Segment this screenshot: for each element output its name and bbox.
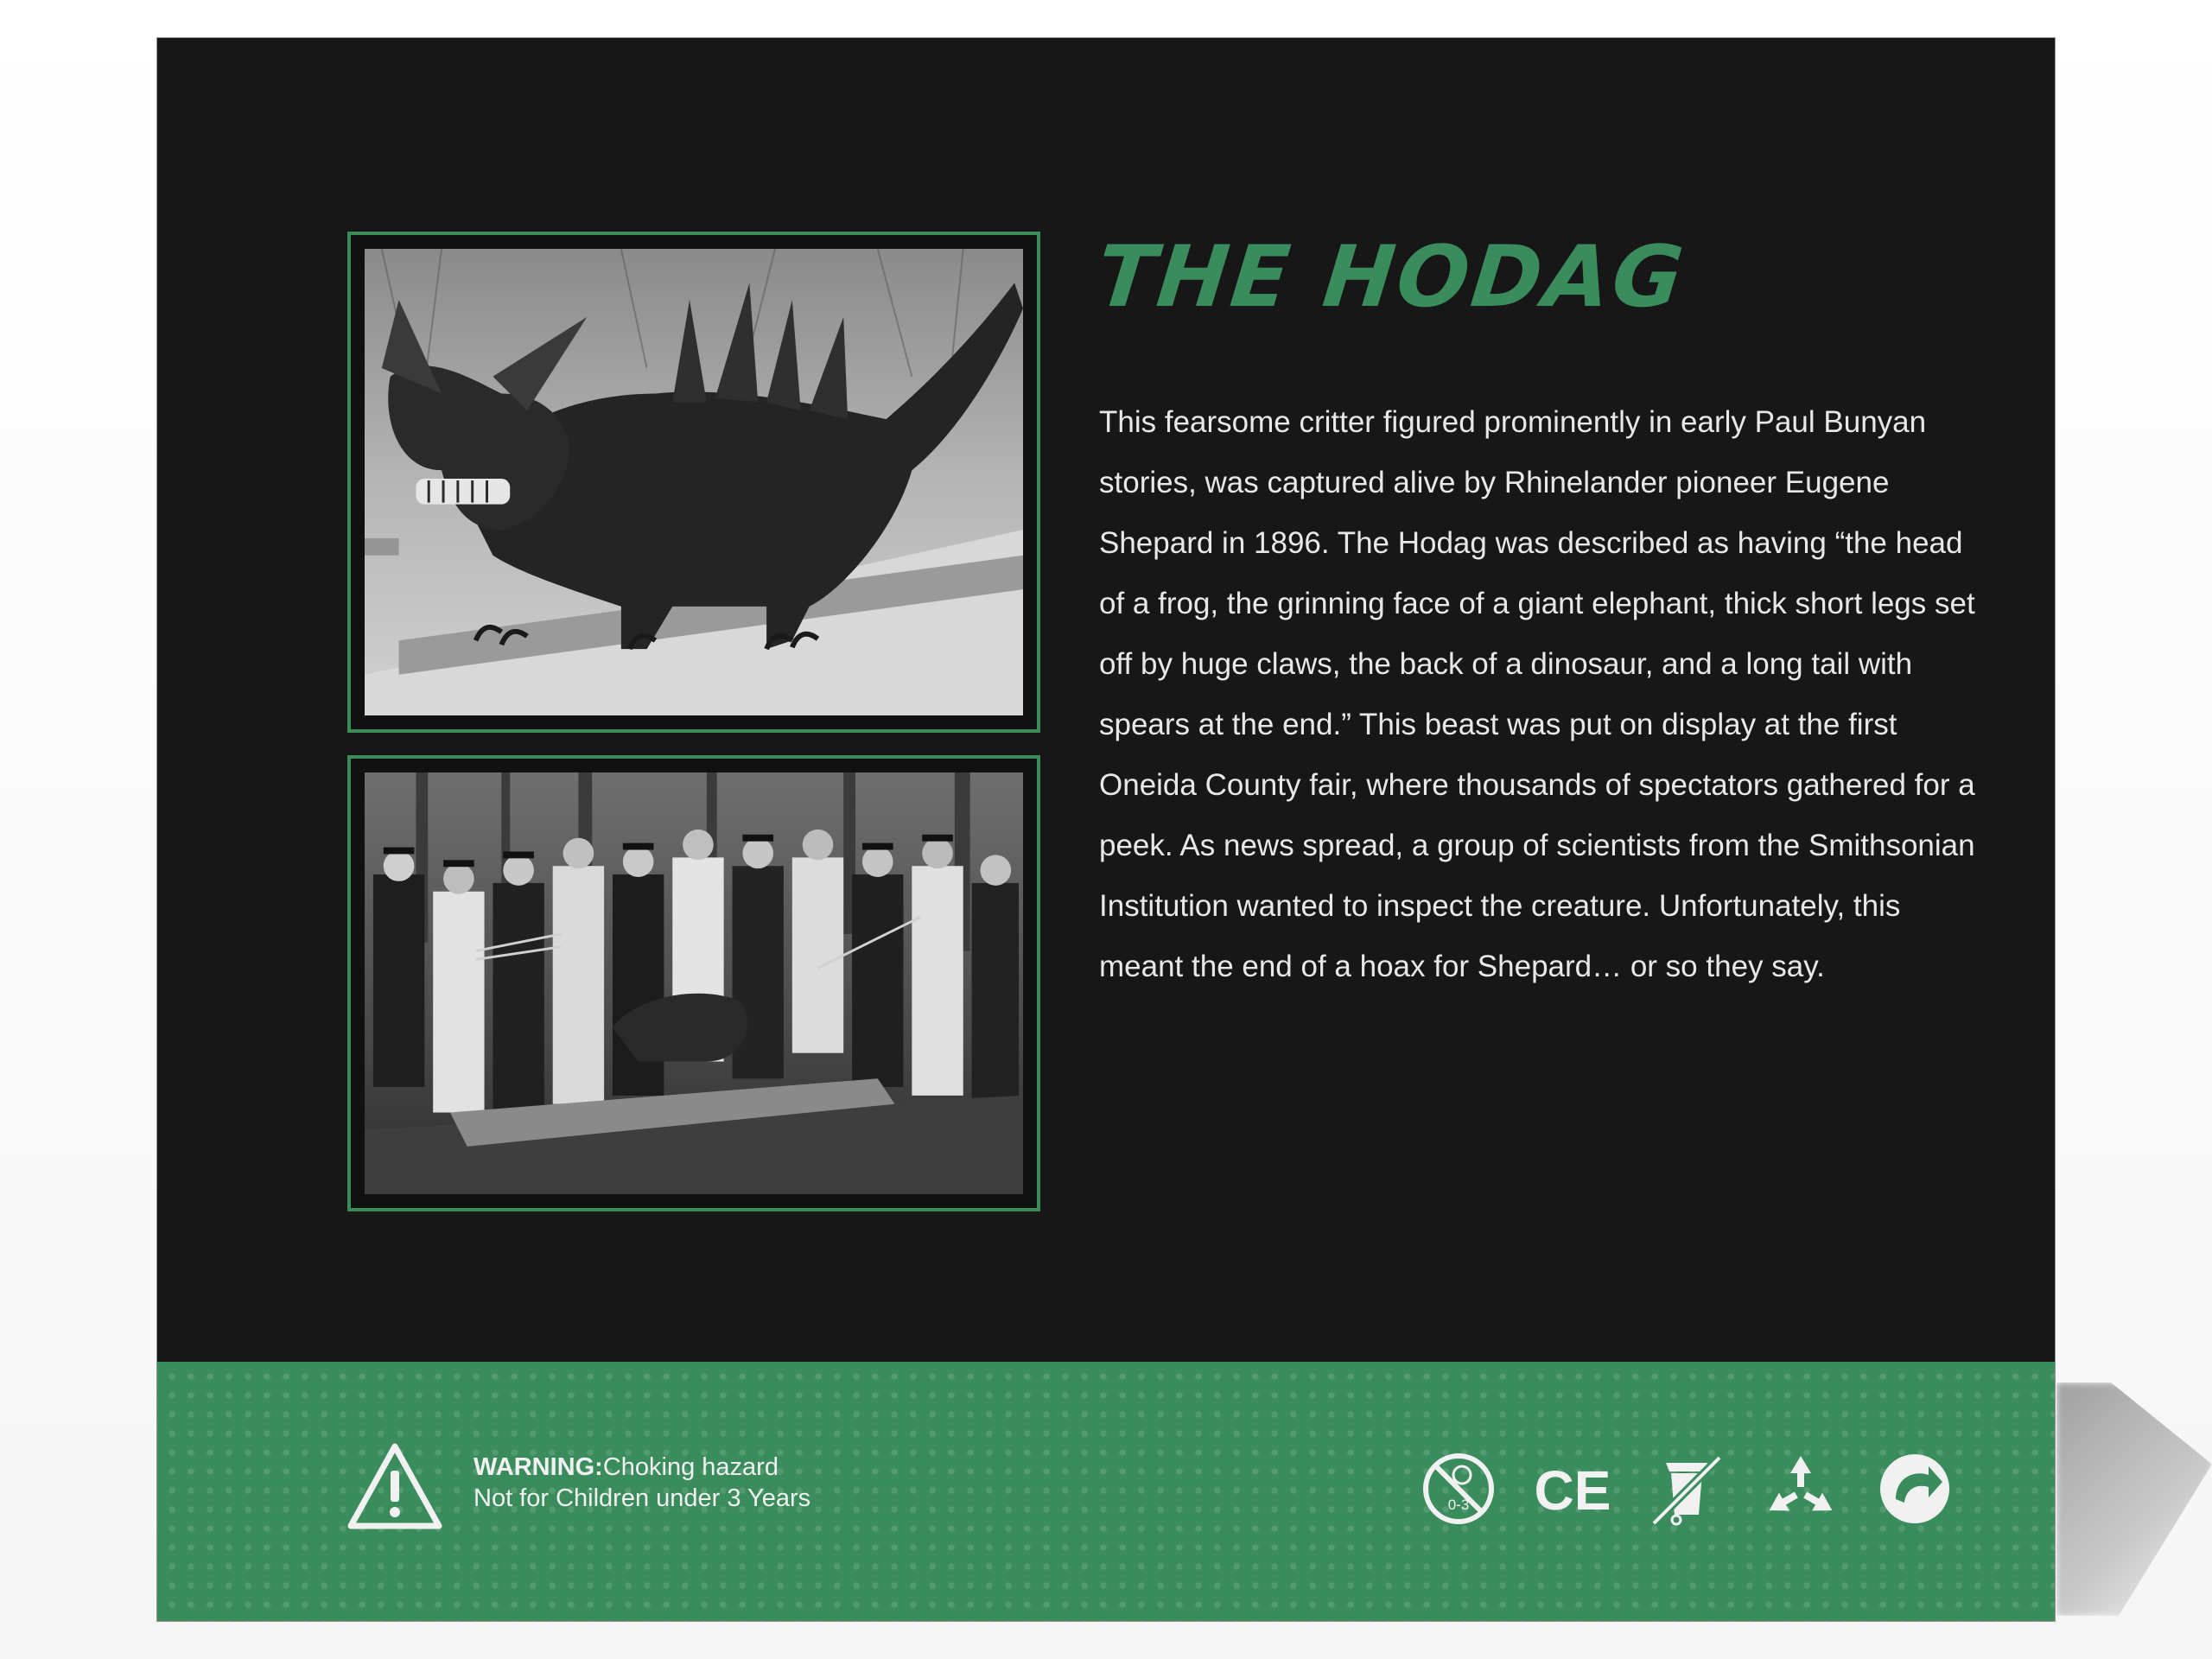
crossed-bin-icon: [1647, 1449, 1726, 1529]
warning-hazard: Choking hazard: [602, 1453, 779, 1481]
footer-band: [157, 1362, 2055, 1621]
no-under-3-icon: [1419, 1449, 1498, 1529]
ce-mark-icon: [1533, 1449, 1612, 1529]
age-badge-text: 0-3: [1447, 1497, 1470, 1513]
hodag-photo: [365, 249, 1023, 715]
warning-text: [474, 1452, 810, 1514]
crowd-photo: [365, 772, 1023, 1194]
hodag-photo-frame: [347, 232, 1040, 733]
ce-mark-text: CE: [1534, 1459, 1611, 1522]
warning-triangle-icon: [346, 1441, 444, 1531]
green-dot-icon: [1875, 1449, 1955, 1529]
product-story: This fearsome critter figured prominently in early Paul Bunyan stories, was captured alive by Rhinelander pioneer Eugene Shepard in 1896. The Hodag was described as having “the head of a frog, the grinning face of a giant elephant, thick short legs set off by huge claws, the back of a dinosaur, and a long tail with spears at the end.” This beast was put on display at the first Oneida County fair, where thousands of spectators gathered for a peek. As news spread, a group of scientists from the Smithsonian Institution wanted to inspect the creature. Unfortunately, this meant the end of a hoax for Shepard… or so they say.: [1099, 405, 1975, 983]
warning-label: WARNING:: [474, 1453, 603, 1481]
warning-age-notice: Not for Children under 3 Years: [474, 1484, 811, 1512]
package-back-panel: [157, 38, 2055, 1621]
recycle-icon: [1761, 1449, 1840, 1529]
crowd-photo-frame: [347, 755, 1040, 1211]
box-shadow: [2056, 1382, 2212, 1616]
warning-line-1: [474, 1452, 810, 1483]
compliance-symbols: [1419, 1441, 1955, 1536]
product-title: THE HODAG: [1092, 228, 1690, 327]
